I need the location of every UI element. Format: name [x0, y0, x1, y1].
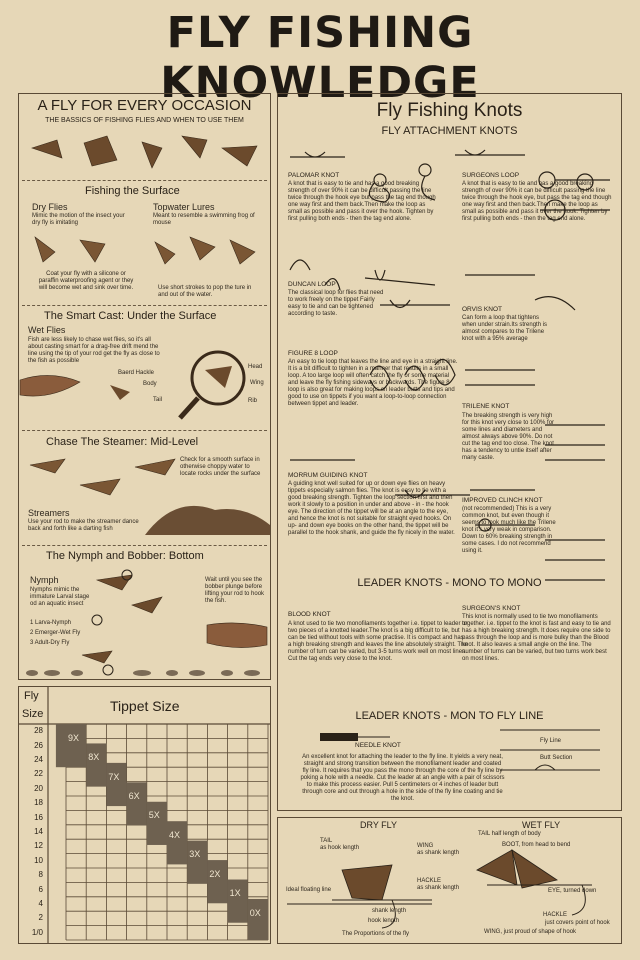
tippet-y-tick: 14 [34, 827, 43, 836]
dry-wing-shank-label: as shank length [417, 850, 460, 856]
clinch-knot-title: IMPROVED CLINCH KNOT [462, 497, 543, 504]
leader-fly-title: LEADER KNOTS - MON TO FLY LINE [355, 710, 544, 722]
body-label: Body [143, 381, 157, 387]
nymph-title: Nymph [30, 575, 59, 585]
nymph-list-item-2: 2 Emerger-Wet Fly [30, 630, 81, 636]
tippet-y-tick: 28 [34, 726, 43, 736]
coat-text: Coat your fly with a silicone or paraffin waterproofing agent or they will become wet and sink over time. [38, 271, 134, 291]
baerd-hackle-label: Baerd Hackle [118, 370, 155, 376]
clinch-knot-text: (not recommended) This is a very common knot, but even though it seems to look much like the Trilene knot it's very weak in comparison. Down to 60% breaking strength in some cases. I do not recommend using it. [462, 506, 556, 554]
wet-boot-label: BOOT, from head to bend [502, 842, 571, 848]
tippet-band [147, 802, 167, 845]
fly-illustrations-top [22, 128, 267, 176]
orvis-knot-text: Can form a loop that tightens when under strain.Its strength is almost compares to the Trilene knot with a 95% average [462, 315, 548, 342]
knots-title: Fly Fishing Knots [376, 100, 523, 121]
streamers-title: Streamers [28, 508, 70, 518]
tippet-band-label: 1X [229, 888, 241, 899]
head-label: Head [248, 364, 263, 370]
wet-flies-text: Fish are less likely to chase wet flies, so it's all about casting smart for a drag-free drift mend the line using the tip of your rod get the fly as close to the fish as possible [28, 337, 160, 364]
trilene-knot-title: TRILENE KNOT [462, 403, 510, 410]
axis-title-size: Size [22, 708, 44, 720]
dry-flies-title: Dry Flies [32, 202, 68, 212]
section-divider [22, 430, 267, 431]
figure8-loop-text: An easy to tie loop that leaves the line and eye in a straight line. It is a bit difficult to tighten in a manner that results in a small loop. A too large loop will often catch the fly or some material and leave the fly fishing sideways or backwards. The figure 8 loop is also great for making loops on leader butts and tips and good to use on tippets if you want a loop-to-loop connection between tippet and leader. [288, 359, 458, 407]
surgeons-knot-text: This knot is normally used to tie two monofilaments together. i.e. tippet to the knot is fast and easy to tie and has a high breaking strength. It does require one side to pass through the loop and is more bulky than the Blood knot. It also leaves a small angle on the line. The number of turns can be varied, but two turns work best on most lines. [462, 614, 611, 662]
orvis-knot-title: ORVIS KNOT [462, 306, 502, 313]
duncan-loop-title: DUNCAN LOOP [288, 281, 336, 288]
tippet-y-tick: 8 [38, 870, 43, 880]
tippet-band-label: 7X [108, 771, 120, 782]
nymph-heading: The Nymph and Bobber: Bottom [46, 550, 204, 562]
tippet-y-tick: 2 [38, 913, 43, 923]
dry-flies-text: Mimic the motion of the insect your dry fly is imitating [32, 213, 125, 226]
blood-knot-text: A knot used to tie two monofilaments together i.e. tippet to leader or two pieces of a knotted leader.The knot is a big difficult to tie, but can be tied without tools with some practise. It is compact and has a high breaking strength and leaves the line absolutely straight. The number of turn can be varied, but 3-5 turns work well on most lines. Cut the tag ends very close to the knot. [288, 621, 468, 662]
tippet-band-label: 3X [189, 849, 201, 860]
tippet-band [248, 899, 268, 940]
dry-hackle-label: HACKLE [417, 878, 442, 884]
tippet-y-tick: 12 [34, 841, 43, 851]
dry-hook-length-label: as hook length [320, 845, 360, 851]
dry-tail-label: TAIL [320, 838, 333, 844]
tippet-band [167, 821, 187, 864]
surgeons-loop-text: A knot that is easy to tie and has a good breaking strength of over 90% it can be difficult passing the line twice through the hook eye, but pass the tag end though one way first and then back.Then make the loop as small as possible and pass it over the hook. Tighten by first pulling both ends - then the tag end alone. [462, 181, 612, 222]
butt-section-label: Butt Section [540, 755, 573, 761]
dry-hackle-shank-label: as shank length [417, 885, 460, 891]
check-surface-text: Check for a smooth surface in otherwise choppy water to locate rocks under the surface [180, 457, 261, 477]
tippet-band-label: 5X [148, 810, 160, 821]
proportions-label: The Proportions of the fly [342, 931, 410, 937]
tippet-y-tick: 20 [34, 783, 43, 793]
shank-length-label: shank length [372, 908, 407, 914]
tippet-band-label: 4X [169, 829, 181, 840]
leader-mono-title: LEADER KNOTS - MONO TO MONO [357, 577, 542, 589]
nymph-list-item-1: 1 Larva-Nymph [30, 620, 72, 626]
tippet-title: Tippet Size [110, 698, 180, 714]
wait-text: Wait until you see the bobber plunge before lifting your rod to hook the fish. [205, 577, 265, 604]
tippet-band [106, 763, 126, 806]
wet-eye-label: EYE, turned down [548, 888, 597, 894]
strokes-text: Use short strokes to pop the ture in and out of the water. [158, 285, 252, 298]
smart-cast-heading: The Smart Cast: Under the Surface [44, 310, 217, 322]
surgeons-loop-title: SURGEONS LOOP [462, 172, 520, 179]
occasion-title: A FLY FOR EVERY OCCASION [37, 97, 252, 114]
morrum-knot-text: A guiding knot well suited for up or down eye flies on heavy tippets especially salmon flies. The knot is easy to tie with a good breaking strength. Tighten the loop section first and then work it slowly to a position in under and above - in - the hook eye. The direction of the tippet will be at an angle to the eye, and hence the knot is not suitable for straight eyed hooks. On up- and down eye books on the other hand, the tippet will be parallel to the hook shank, and guide the fly nicely in the water. [288, 481, 455, 536]
wet-wing-label: WING, just proud of shape of hook [484, 929, 577, 935]
tippet-band [86, 743, 106, 786]
tippet-y-tick: 26 [34, 740, 43, 750]
fly-line-label: Fly Line [540, 738, 562, 744]
hook-length-label: hook length [368, 918, 400, 924]
section-divider [22, 545, 267, 546]
axis-title-fly: Fly [24, 690, 39, 702]
nymph-bobber-illustration [22, 565, 267, 675]
section-divider [22, 180, 267, 181]
section-divider [22, 305, 267, 306]
wet-tail-label: TAIL half length of body [478, 831, 541, 837]
steamer-heading: Chase The Steamer: Mid-Level [46, 436, 199, 448]
tippet-band-label: 2X [209, 868, 221, 879]
nymph-text: Nymphs mimic the immature Larval stage od an aquatic insect [30, 587, 90, 607]
dry-wing-label: WING [417, 843, 434, 849]
wet-flies-title: Wet Flies [28, 325, 66, 335]
topwater-title: Topwater Lures [153, 202, 215, 212]
poster-title: FLY FISHING KNOWLEDGE [160, 8, 480, 108]
rib-label: Rib [248, 398, 258, 404]
morrum-knot-title: MORRUM GUIDING KNOT [288, 472, 368, 479]
tippet-band-label: 8X [88, 752, 100, 763]
topwater-text: Meant to resemble a swimming frog of mouse [153, 213, 255, 226]
tippet-y-tick: 6 [38, 884, 43, 894]
dry-fly-title: DRY FLY [360, 820, 398, 830]
occasion-subtitle: THE BASSICS OF FISHING FLIES AND WHEN TO USE THEM [45, 117, 244, 124]
trilene-knot-text: The breaking strength is very high for this knot very close to 100% for some lines and diameters and almost always above 90%. Do not cut the tag end too close. The knot has a tendency to untie itself after many caste. [462, 413, 555, 461]
tippet-band [56, 724, 86, 767]
tail-label: Tail [153, 397, 163, 403]
surface-flies-illustration [25, 232, 265, 272]
tippet-y-tick: 24 [34, 755, 43, 764]
streamers-text: Use your rod to make the streamer dance back and forth like a darting fish [28, 519, 139, 532]
palomar-knot-title: PALOMAR KNOT [288, 172, 340, 179]
surface-heading: Fishing the Surface [85, 185, 180, 197]
figure8-loop-title: FIGURE 8 LOOP [288, 350, 338, 357]
palomar-knot-text: A knot that is easy to tie and has a good breaking strength of over 90% it can be difficult passing the line twice through the hook eye but pass the tag end though one way first and them back.Then make the loop as small as possible and pass it over the hook. Tighten by first pulling both ends - then the tag end alone. [288, 181, 436, 222]
tippet-y-tick: 16 [34, 812, 43, 822]
tippet-grid [18, 686, 271, 944]
tippet-band-label: 0X [249, 907, 261, 918]
wing-label: Wing [250, 380, 264, 386]
attach-title: FLY ATTACHMENT KNOTS [381, 125, 518, 137]
tippet-band [207, 860, 227, 903]
wet-fly-title: WET FLY [522, 820, 561, 830]
wet-hackle-label: HACKLE [543, 912, 568, 918]
tippet-y-tick: 10 [34, 855, 43, 865]
surgeons-knot-title: SURGEON'S KNOT [462, 605, 521, 612]
tippet-band-label: 9X [68, 732, 80, 743]
wet-hackle-point-label: just covers point of hook [545, 920, 610, 926]
blood-knot-title: BLOOD KNOT [288, 611, 331, 618]
tippet-y-tick: 4 [38, 899, 43, 908]
tippet-y-tick: 18 [34, 798, 43, 808]
tippet-band [187, 841, 207, 884]
needle-knot-title: NEEDLE KNOT [355, 742, 401, 749]
ideal-floating-line-label: Ideal floating line [286, 887, 332, 893]
tippet-band [228, 880, 248, 923]
tippet-y-tick: 22 [34, 769, 43, 779]
needle-knot-text: An excellent knot for attaching the leader to the fly line. It yields a very neat, straight and strong transition between the monofilament leader and coated fly line. It requires that you pass the mono through the core of the fly line by poking a hole with a needle. Cut the leader at an angle with a pair of scissors to make this process easier. Pull 5 centimeters or 4 inches of leader butt through core and out through a hole in the side of the fly line coating and tie the knot. [300, 754, 505, 802]
duncan-loop-text: The classical loop for flies that need to work freely on the tippet Fairly easy to tie and can be tightened according to taste. [288, 290, 384, 317]
tippet-band-label: 6X [128, 790, 140, 801]
nymph-list-item-3: 3 Adult-Dry Fly [30, 640, 70, 646]
tippet-y-tick: 1/0 [31, 927, 43, 937]
tippet-band [127, 782, 147, 825]
